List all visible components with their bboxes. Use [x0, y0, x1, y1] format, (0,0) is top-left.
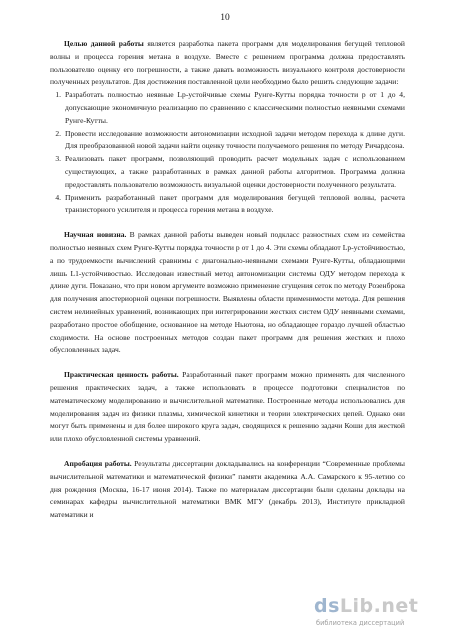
watermark-subtitle: библиотека диссертаций: [316, 619, 405, 627]
novelty-heading: Научная новизна.: [64, 230, 127, 240]
practical-paragraph: [50, 369, 405, 446]
goal-paragraph: [50, 38, 405, 89]
task-item: 3. Реализовать пакет программ, позволяющий проводить расчет модельных задач с использованием существующих, а также разработанных в рамках данной работы алгоритмов. Программа должна предоставлять пользователю возможность визуальной оценки достоверности полученного результата.: [63, 153, 405, 191]
goal-heading: Целью данной работы: [64, 39, 144, 48]
practical-text: Разработанный пакет программ можно применять для численного решения практических задач, а также использовать в процессе подготовки специалистов по математическому моделированию и вычислительной математике. Построенные методы использовались для моделирования задач из физики плазмы, химической кинетики и теории электрических цепей. Однако они могут быть применены и для более широкого круга задач, сводящихся к решению задачи Коши для жесткой или плохо обусловленной системы уравнений.: [50, 370, 405, 444]
page-body: [50, 38, 405, 522]
approbation-paragraph: [50, 458, 405, 522]
watermark-logo-ds: ds: [314, 595, 340, 617]
practical-heading: Практическая ценность работы.: [64, 370, 179, 380]
approbation-text: Результаты диссертации докладывались на конференции “Современные проблемы вычислительной математики и математической физики” памяти академика А.А. Самарского к 95-летию со дня рождения (Москва, 16-17 июня 2014). Также по материалам диссертации были сделаны доклады на семинарах кафедры вычислительной математики ВМК МГУ (декабрь 2013), Институте прикладной математики и: [50, 458, 405, 520]
page-number: 10: [220, 13, 230, 23]
task-item: 1. Разработать полностью неявные Lp-устойчивые схемы Рунге-Кутты порядка точности p от 1 до 4, допускающие экономичную реализацию по сравнению с классическими полностью неявными схемами Рунге-Кутты.: [63, 89, 405, 127]
task-item: 2. Провести исследование возможности автономизации исходной задачи методом перехода к длине дуги. Для преобразованной новой задачи найти оценку точности получаемого решения по методу Ричардсона.: [63, 128, 405, 154]
novelty-text: В рамках данной работы выведен новый подкласс разностных схем из семейства полностью неявных схем Рунге-Кутты порядка точности p от 1 до 4. Эти схемы обладают Lp-устойчивостью, а по трудоемкости вычислений сравнимы с диагонально-неявными схемами Рунге-Кутты, обладающими лишь L1-устойчивостью. Исследован известный метод автономизации системы ОДУ методом перехода к длине дуги. Показано, что при новом аргументе возможно применение сгущения сеток по методу Розенброка для получения апостериорной оценки погрешности. Выявлены области применимости метода. Для решения систем нелинейных уравнений, возникающих при интегрировании жестких систем ОДУ неявными схемами, разработано простое обобщение, основанное на методе Ньютона, но обладающее гораздо лучшей областью сходимости. На основе построенных методов создан пакет программ для решения жестких и плохо обусловленных задач.: [50, 230, 406, 355]
approbation-heading: Апробация работы.: [64, 458, 132, 468]
watermark-logo-lib: Lib.net: [339, 595, 419, 617]
watermark-logo: [314, 595, 442, 631]
watermark-logo-text: [314, 595, 442, 617]
goal-text: является разработка пакета программ для моделирования бегущей тепловой волны и процесса горения метана в воздухе. Вместе с решением программа должна предоставлять пользователю оценку его погрешности, а также давать возможность визуального контроля достоверности полученных результатов. Для достижения поставленной цели необходимо было решить следующие задачи:: [50, 39, 405, 87]
novelty-paragraph: [50, 229, 405, 357]
task-list: [50, 89, 405, 217]
task-item: 4. Применить разработанный пакет программ для моделирования бегущей тепловой волны, расчета транзисторного усилителя и процесса горения метана в воздухе.: [63, 192, 405, 218]
